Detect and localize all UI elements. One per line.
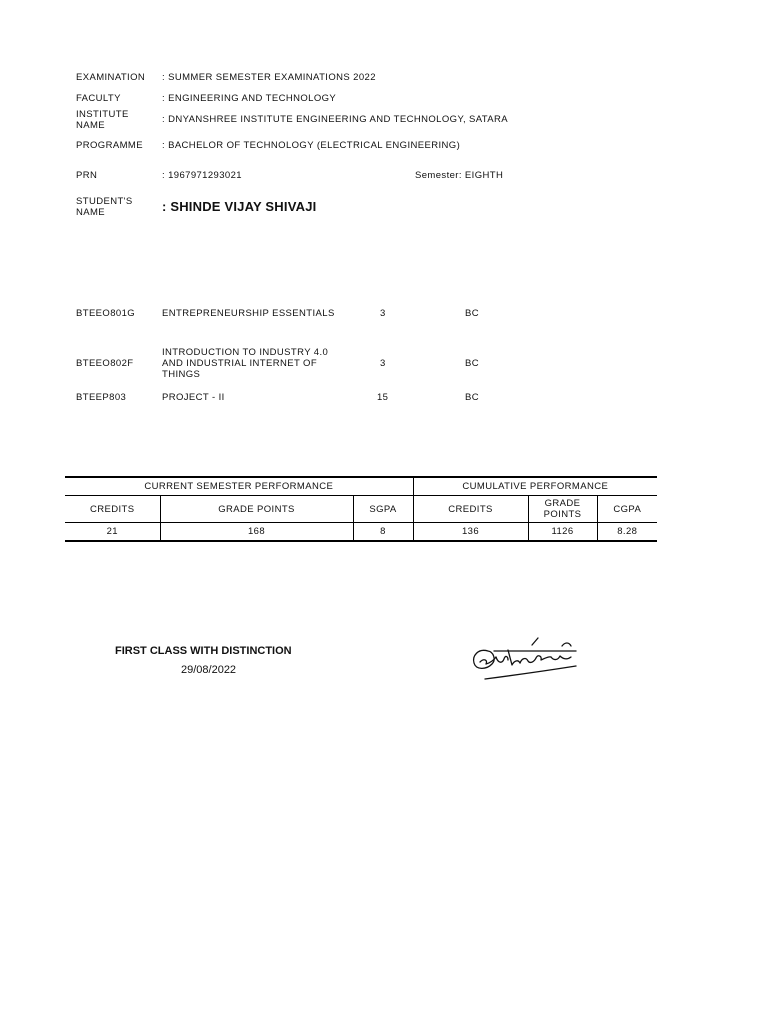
course-code: BTEEO801G [76,308,136,319]
institute-value: : DNYANSHREE INSTITUTE ENGINEERING AND TECHNOLOGY, SATARA [162,114,509,125]
course-grade: BC [465,308,479,319]
sgpa-value: 8 [353,523,413,542]
cgpa-value: 8.28 [597,523,657,542]
course-code: BTEEP803 [76,392,127,403]
column-header-sgpa: SGPA [353,496,413,523]
examination-label: EXAMINATION [76,72,146,83]
programme-value: : BACHELOR OF TECHNOLOGY (ELECTRICAL ENGINEERING) [162,140,461,151]
cumulative-credits-value: 136 [413,523,528,542]
course-grade: BC [465,358,479,369]
student-name-value: : SHINDE VIJAY SHIVAJI [162,199,317,214]
programme-label: PROGRAMME [76,140,143,151]
course-title: PROJECT - II [162,392,225,403]
performance-table [65,476,657,542]
student-name-label: STUDENT'S NAME [76,196,133,218]
issue-date: 29/08/2022 [181,664,237,676]
credits-value: 21 [65,523,160,542]
course-credits: 3 [380,308,386,319]
institute-label: INSTITUTE NAME [76,109,129,131]
column-header-cumulative-credits: CREDITS [413,496,528,523]
signature-image [468,630,586,686]
prn-label: PRN [76,170,98,181]
cumulative-grade-points-value: 1126 [528,523,597,542]
column-header-cgpa: CGPA [597,496,657,523]
semester-value: Semester: EIGHTH [415,170,504,181]
course-grade: BC [465,392,479,403]
course-credits: 3 [380,358,386,369]
course-code: BTEEO802F [76,358,134,369]
faculty-value: : ENGINEERING AND TECHNOLOGY [162,93,337,104]
grade-points-value: 168 [160,523,353,542]
result-text: FIRST CLASS WITH DISTINCTION [115,645,292,657]
examination-value: : SUMMER SEMESTER EXAMINATIONS 2022 [162,72,376,83]
cumulative-header: CUMULATIVE PERFORMANCE [413,477,657,496]
column-header-cumulative-grade-points: GRADE POINTS [528,496,597,523]
course-credits: 15 [377,392,389,403]
faculty-label: FACULTY [76,93,121,104]
course-title: INTRODUCTION TO INDUSTRY 4.0 AND INDUSTRIAL INTERNET OF THINGS [162,347,329,380]
column-header-grade-points: GRADE POINTS [160,496,353,523]
current-semester-header: CURRENT SEMESTER PERFORMANCE [65,477,413,496]
prn-value: : 1967971293021 [162,170,242,181]
course-title: ENTREPRENEURSHIP ESSENTIALS [162,308,335,319]
column-header-credits: CREDITS [65,496,160,523]
